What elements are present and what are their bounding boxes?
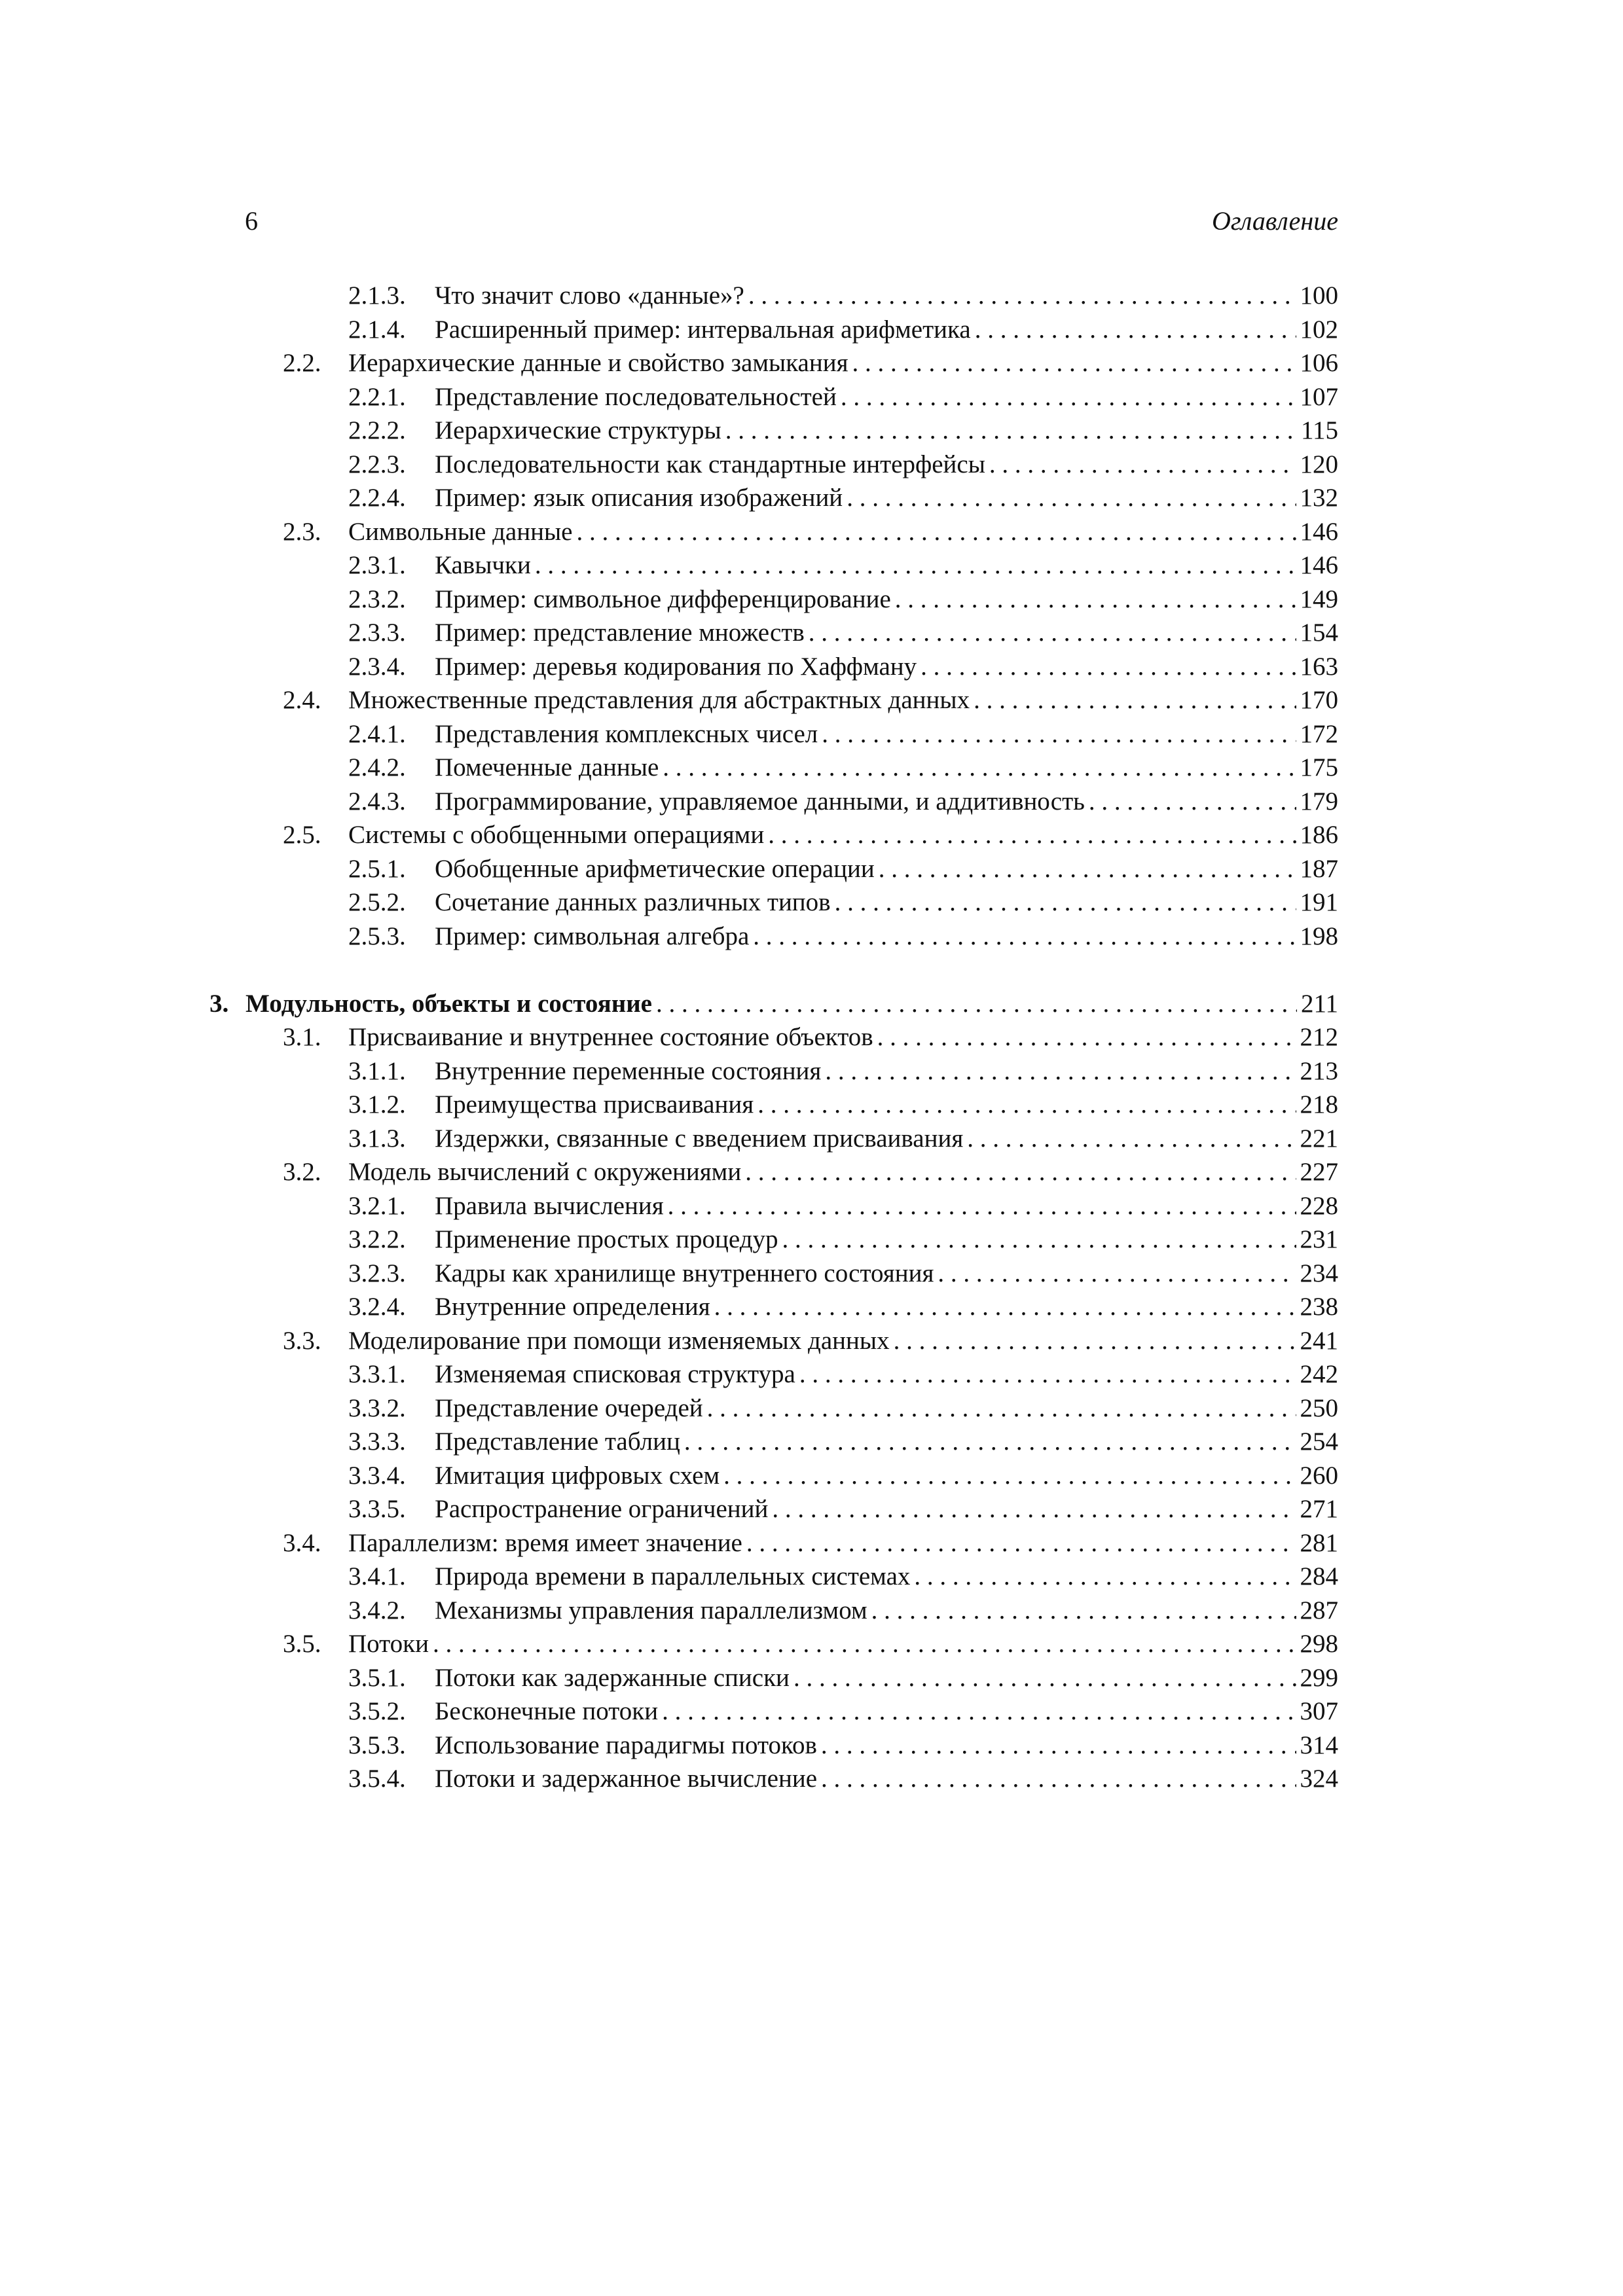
dot-leader [577,515,1296,549]
toc-entry-title: Потоки [348,1630,429,1658]
toc-entry-page: 287 [1300,1596,1338,1624]
toc-entry-title: Преимущества присваивания [435,1090,754,1119]
toc-subsection-entry [196,886,1338,920]
toc-entry-page: 146 [1300,551,1338,579]
dot-leader [746,1526,1296,1560]
dot-leader [753,920,1296,954]
toc-entry-title: Представление последовательностей [435,382,837,411]
dot-leader [793,1661,1296,1695]
dot-leader [879,852,1296,886]
dot-leader [938,1257,1296,1291]
dot-leader [799,1357,1296,1391]
dot-leader [835,886,1296,920]
toc-entry-number: 2.2.4. [348,484,406,512]
toc-entry-number: 3.1.1. [348,1056,406,1085]
toc-entry-page: 191 [1300,888,1338,916]
toc-entry-title: Пример: представление множеств [435,619,805,647]
toc-entry-page: 281 [1300,1528,1338,1557]
toc-subsection-entry [196,1661,1338,1695]
toc-entry-page: 163 [1300,652,1338,681]
toc-entry-number: 2.3.3. [348,619,406,647]
dot-leader [967,1122,1296,1156]
dot-leader [723,1459,1296,1493]
toc-entry-page: 149 [1300,584,1338,613]
dot-leader [433,1627,1296,1661]
toc-entry-title: Потоки и задержанное вычисление [435,1765,818,1793]
toc-entry-title: Символьные данные [348,517,573,546]
toc-entry-title: Имитация цифровых схем [435,1461,720,1490]
dot-leader [974,683,1296,717]
toc-entry-number: 3.5.1. [348,1663,406,1692]
toc-entry-number: 2.5.2. [348,888,406,916]
toc-section-entry [196,1324,1338,1358]
toc-entry-number: 2.3. [283,517,321,546]
dot-leader [757,1088,1296,1122]
toc-entry-number: 2.2. [283,349,321,377]
dot-leader [745,1155,1296,1189]
toc-entry-page: 234 [1300,1259,1338,1287]
toc-entry-number: 2.4. [283,686,321,714]
toc-subsection-entry [196,1223,1338,1257]
toc-entry-number: 2.3.1. [348,551,406,579]
toc-entry-title: Потоки как задержанные списки [435,1663,790,1692]
toc-entry-title: Пример: символьная алгебра [435,922,750,950]
toc-subsection-entry [196,751,1338,785]
dot-leader [821,1729,1296,1763]
toc-entry-page: 213 [1300,1056,1338,1085]
toc-entry-number: 3.4.1. [348,1562,406,1590]
toc-entry-number: 2.4.1. [348,719,406,748]
toc-entry-title: Правила вычисления [435,1191,664,1220]
toc-entry-number: 3. [210,989,229,1018]
toc-entry-page: 260 [1300,1461,1338,1490]
toc-entry-title: Кадры как хранилище внутреннего состояния [435,1259,934,1287]
toc-entry-page: 307 [1300,1697,1338,1725]
dot-leader [748,279,1296,313]
dot-leader [914,1560,1296,1594]
dot-leader [535,548,1296,583]
page-number: 6 [245,206,258,236]
toc-entry-title: Иерархические структуры [435,416,721,444]
dot-leader [975,313,1296,347]
toc-entry-page: 231 [1300,1225,1338,1253]
toc-entry-number: 3.3.2. [348,1393,406,1422]
toc-entry-number: 3.2.3. [348,1259,406,1287]
toc-section-entry [196,1627,1338,1661]
toc-entry-number: 3.5.3. [348,1731,406,1759]
toc-subsection-entry [196,448,1338,482]
toc-entry-title: Присваивание и внутреннее состояние объектов [348,1023,873,1051]
toc-entry-page: 227 [1300,1158,1338,1186]
toc-entry-number: 3.2.2. [348,1225,406,1253]
toc-entry-title: Пример: язык описания изображений [435,484,843,512]
toc-entry-number: 2.3.2. [348,584,406,613]
toc-entry-number: 3.5.2. [348,1697,406,1725]
toc-entry-number: 2.2.3. [348,450,406,478]
toc-entry-number: 2.4.3. [348,787,406,816]
dot-leader [725,414,1297,448]
dot-leader [841,380,1296,414]
dot-leader [921,650,1296,684]
toc-entry-page: 324 [1300,1765,1338,1793]
dot-leader [772,1492,1296,1526]
toc-entry-number: 3.5. [283,1630,321,1658]
toc-entry-number: 2.5. [283,821,321,849]
toc-entry-title: Сочетание данных различных типов [435,888,831,916]
toc-section-entry [196,515,1338,549]
toc-entry-number: 2.4.2. [348,753,406,781]
toc-entry-page: 238 [1300,1293,1338,1321]
toc-entry-title: Бесконечные потоки [435,1697,659,1725]
toc-entry-page: 218 [1300,1090,1338,1119]
dot-leader [782,1223,1296,1257]
toc-subsection-entry [196,920,1338,954]
toc-subsection-entry [196,481,1338,515]
dot-leader [821,1762,1296,1796]
toc-entry-page: 187 [1300,854,1338,883]
toc-entry-title: Природа времени в параллельных системах [435,1562,911,1590]
toc-entry-title: Пример: деревья кодирования по Хаффману [435,652,917,681]
toc-entry-title: Параллелизм: время имеет значение [348,1528,742,1557]
toc-entry-number: 2.3.4. [348,652,406,681]
dot-leader [825,1054,1296,1088]
toc-subsection-entry [196,1391,1338,1426]
toc-subsection-entry [196,1122,1338,1156]
toc-entry-page: 172 [1300,719,1338,748]
toc-section-entry [196,346,1338,380]
toc-subsection-entry [196,1492,1338,1526]
toc-subsection-entry [196,616,1338,650]
toc-entry-page: 179 [1300,787,1338,816]
dot-leader [877,1020,1296,1054]
dot-leader [989,448,1296,482]
dot-leader [714,1290,1296,1324]
toc-entry-title: Механизмы управления параллелизмом [435,1596,867,1624]
toc-subsection-entry [196,279,1338,313]
toc-entry-number: 3.4. [283,1528,321,1557]
toc-entry-page: 100 [1300,281,1338,310]
toc-entry-page: 241 [1300,1326,1338,1355]
toc-entry-page: 120 [1300,450,1338,478]
dot-leader [668,1189,1296,1223]
toc-entry-title: Множественные представления для абстрактных данных [348,686,970,714]
toc-entry-title: Пример: символьное дифференцирование [435,584,891,613]
toc-entry-title: Моделирование при помощи изменяемых данных [348,1326,890,1355]
toc-entry-page: 299 [1300,1663,1338,1692]
toc-subsection-entry [196,650,1338,684]
toc-entry-number: 3.1. [283,1023,321,1051]
running-title: Оглавление [1211,206,1338,236]
table-of-contents [196,279,1338,1796]
toc-entry-page: 132 [1300,484,1338,512]
toc-subsection-entry [196,548,1338,583]
dot-leader [656,987,1297,1021]
toc-entry-page: 175 [1300,753,1338,781]
toc-subsection-entry [196,1088,1338,1122]
toc-subsection-entry [196,1762,1338,1796]
toc-entry-number: 2.5.1. [348,854,406,883]
toc-entry-number: 3.2.4. [348,1293,406,1321]
toc-entry-page: 102 [1300,315,1338,344]
toc-entry-title: Последовательности как стандартные интерфейсы [435,450,985,478]
toc-entry-title: Программирование, управляемое данными, и аддитивность [435,787,1085,816]
toc-entry-page: 254 [1300,1427,1338,1456]
toc-entry-number: 3.2.1. [348,1191,406,1220]
toc-entry-page: 212 [1300,1023,1338,1051]
toc-entry-page: 284 [1300,1562,1338,1590]
toc-entry-page: 211 [1300,989,1338,1018]
dot-leader [852,346,1296,380]
dot-leader [662,1695,1296,1729]
dot-leader [895,583,1296,617]
toc-entry-title: Представление очередей [435,1393,703,1422]
toc-entry-number: 3.3. [283,1326,321,1355]
toc-section-entry [196,683,1338,717]
dot-leader [894,1324,1296,1358]
dot-leader [663,751,1296,785]
toc-subsection-entry [196,380,1338,414]
toc-entry-page: 250 [1300,1393,1338,1422]
toc-entry-number: 3.3.1. [348,1360,406,1388]
toc-entry-number: 3.3.3. [348,1427,406,1456]
toc-entry-title: Иерархические данные и свойство замыкания [348,349,848,377]
toc-entry-number: 3.4.2. [348,1596,406,1624]
toc-entry-page: 107 [1300,382,1338,411]
toc-entry-page: 228 [1300,1191,1338,1220]
toc-entry-number: 3.5.4. [348,1765,406,1793]
toc-entry-title: Представление таблиц [435,1427,680,1456]
toc-subsection-entry [196,1729,1338,1763]
toc-entry-title: Изменяемая списковая структура [435,1360,795,1388]
toc-entry-title: Модульность, объекты и состояние [246,989,652,1018]
toc-section-entry [196,1526,1338,1560]
dot-leader [1089,785,1296,819]
toc-entry-page: 242 [1300,1360,1338,1388]
dot-leader [768,818,1296,852]
toc-entry-title: Что значит слово «данные»? [435,281,744,310]
toc-entry-number: 2.5.3. [348,922,406,950]
toc-entry-title: Обобщенные арифметические операции [435,854,875,883]
toc-subsection-entry [196,1054,1338,1088]
toc-subsection-entry [196,1594,1338,1628]
toc-subsection-entry [196,1459,1338,1493]
toc-subsection-entry [196,313,1338,347]
toc-entry-page: 154 [1300,619,1338,647]
toc-subsection-entry [196,717,1338,751]
toc-entry-number: 3.3.4. [348,1461,406,1490]
toc-entry-title: Помеченные данные [435,753,659,781]
dot-leader [847,481,1296,515]
toc-entry-number: 3.1.2. [348,1090,406,1119]
toc-section-entry [196,1155,1338,1189]
dot-leader [871,1594,1296,1628]
toc-subsection-entry [196,583,1338,617]
toc-subsection-entry [196,1189,1338,1223]
toc-subsection-entry [196,414,1338,448]
toc-entry-title: Системы с обобщенными операциями [348,821,765,849]
toc-subsection-entry [196,1357,1338,1391]
toc-entry-number: 2.1.3. [348,281,406,310]
toc-entry-page: 198 [1300,922,1338,950]
toc-subsection-entry [196,1257,1338,1291]
dot-leader [809,616,1296,650]
toc-section-entry [196,1020,1338,1054]
toc-entry-page: 170 [1300,686,1338,714]
dot-leader [707,1391,1296,1426]
dot-leader [684,1425,1296,1459]
toc-entry-page: 271 [1300,1495,1338,1523]
toc-entry-number: 3.2. [283,1158,321,1186]
toc-entry-page: 115 [1300,416,1338,444]
toc-entry-number: 2.2.2. [348,416,406,444]
toc-entry-number: 2.1.4. [348,315,406,344]
toc-subsection-entry [196,1290,1338,1324]
toc-subsection-entry [196,1695,1338,1729]
toc-subsection-entry [196,1560,1338,1594]
toc-subsection-entry [196,1425,1338,1459]
toc-entry-page: 106 [1300,349,1338,377]
toc-entry-title: Расширенный пример: интервальная арифметика [435,315,971,344]
toc-subsection-entry [196,852,1338,886]
toc-entry-title: Издержки, связанные с введением присваивания [435,1124,964,1153]
toc-entry-title: Представления комплексных чисел [435,719,818,748]
toc-entry-number: 3.1.3. [348,1124,406,1153]
toc-entry-title: Модель вычислений с окружениями [348,1158,742,1186]
toc-entry-page: 146 [1300,517,1338,546]
toc-chapter-entry [196,987,1338,1021]
toc-entry-page: 221 [1300,1124,1338,1153]
toc-entry-title: Кавычки [435,551,531,579]
toc-entry-title: Внутренние определения [435,1293,710,1321]
toc-entry-number: 2.2.1. [348,382,406,411]
toc-entry-page: 186 [1300,821,1338,849]
toc-entry-title: Распространение ограничений [435,1495,769,1523]
dot-leader [822,717,1296,751]
toc-entry-page: 314 [1300,1731,1338,1759]
toc-entry-page: 298 [1300,1630,1338,1658]
toc-section-entry [196,818,1338,852]
toc-entry-title: Применение простых процедур [435,1225,778,1253]
toc-entry-title: Использование парадигмы потоков [435,1731,817,1759]
toc-entry-number: 3.3.5. [348,1495,406,1523]
toc-subsection-entry [196,785,1338,819]
toc-entry-title: Внутренние переменные состояния [435,1056,822,1085]
